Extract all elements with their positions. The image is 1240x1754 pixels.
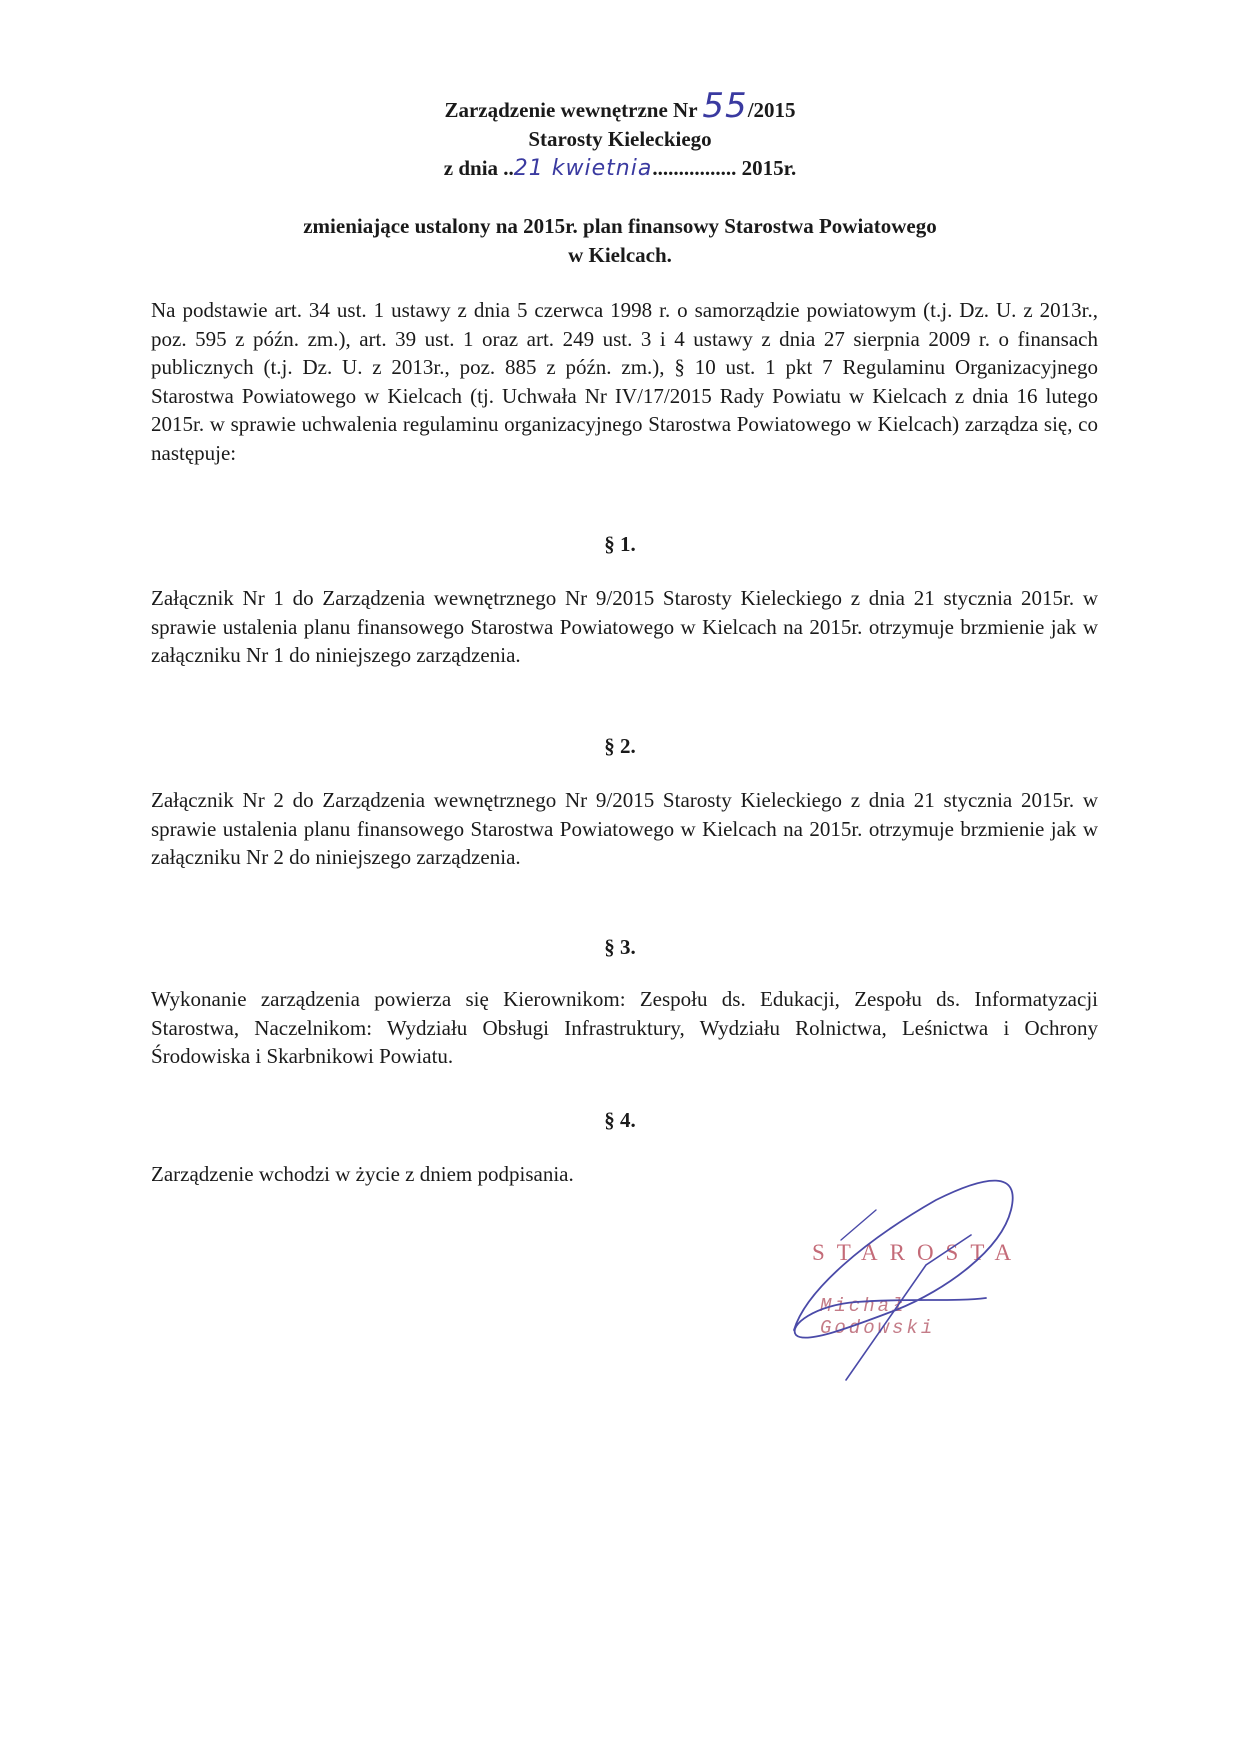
- handwritten-number: 55: [702, 86, 748, 126]
- document-header: [0, 86, 1240, 183]
- subtitle-line-2: w Kielcach.: [568, 243, 672, 267]
- section-2-text: Załącznik Nr 2 do Zarządzenia wewnętrznego Nr 9/2015 Starosty Kieleckiego z dnia 21 stycznia 2015r. w sprawie ustalenia planu finansowego Starostwa Powiatowego w Kielcach na 2015r. otrzymuje brzmienie jak w załączniku Nr 2 do niniejszego zarządzenia.: [151, 788, 1098, 870]
- date-dots-left: ..: [503, 156, 514, 180]
- section-3-text: Wykonanie zarządzenia powierza się Kierownikom: Zespołu ds. Edukacji, Zespołu ds. Informatyzacji Starostwa, Naczelnikom: Wydziału Obsługi Infrastruktury, Wydziału Rolnictwa, Leśnictwa i Ochrony Środowiska i Skarbnikowi Powiatu.: [151, 987, 1098, 1069]
- section-2-mark: § 2.: [604, 734, 636, 758]
- issuer-line: Starosty Kieleckiego: [528, 127, 712, 151]
- subtitle-line-1: zmieniające ustalony na 2015r. plan finansowy Starostwa Powiatowego: [303, 214, 937, 238]
- date-dots-right: ................: [652, 156, 737, 180]
- stamp-title: STAROSTA: [812, 1240, 1024, 1265]
- section-1-text: Załącznik Nr 1 do Zarządzenia wewnętrznego Nr 9/2015 Starosty Kieleckiego z dnia 21 stycznia 2015r. w sprawie ustalenia planu finansowego Starostwa Powiatowego w Kielcach na 2015r. otrzymuje brzmienie jak w załączniku Nr 1 do niniejszego zarządzenia.: [151, 586, 1098, 668]
- document-subtitle: [0, 212, 1240, 270]
- date-line: [0, 154, 1240, 183]
- title-suffix: /2015: [747, 98, 796, 122]
- section-3-mark: § 3.: [604, 935, 636, 959]
- header-title-line: [0, 86, 1240, 126]
- official-stamp: [786, 1170, 1036, 1390]
- section-4-text: Zarządzenie wchodzi w życie z dniem podpisania.: [151, 1162, 574, 1186]
- section-4-mark: § 4.: [604, 1108, 636, 1132]
- date-suffix: 2015r.: [741, 156, 797, 180]
- preamble-paragraph: Na podstawie art. 34 ust. 1 ustawy z dnia 5 czerwca 1998 r. o samorządzie powiatowym (t.j. Dz. U. z 2013r., poz. 595 z późn. zm.), art. 39 ust. 1 oraz art. 249 ust. 3 i 4 ustawy z dnia 27 sierpnia 2009 r. o finansach publicznych (t.j. Dz. U. z 2013r., poz. 885 z późn. zm.), § 10 ust. 1 pkt 7 Regulaminu Organizacyjnego Starostwa Powiatowego w Kielcach (tj. Uchwała Nr IV/17/2015 Rady Powiatu w Kielcach z dnia 16 lutego 2015r. w sprawie uchwalenia regulaminu organizacyjnego Starostwa Powiatowego w Kielcach) zarządza się, co następuje:: [151, 298, 1098, 465]
- section-1-mark: § 1.: [604, 532, 636, 556]
- date-prefix: z dnia: [443, 156, 499, 180]
- title-prefix: Zarządzenie wewnętrzne Nr: [444, 98, 698, 122]
- handwritten-signature-icon: [786, 1170, 1036, 1390]
- stamp-name: Michał Godowski: [820, 1295, 936, 1339]
- handwritten-date: 21 kwietnia: [513, 156, 653, 181]
